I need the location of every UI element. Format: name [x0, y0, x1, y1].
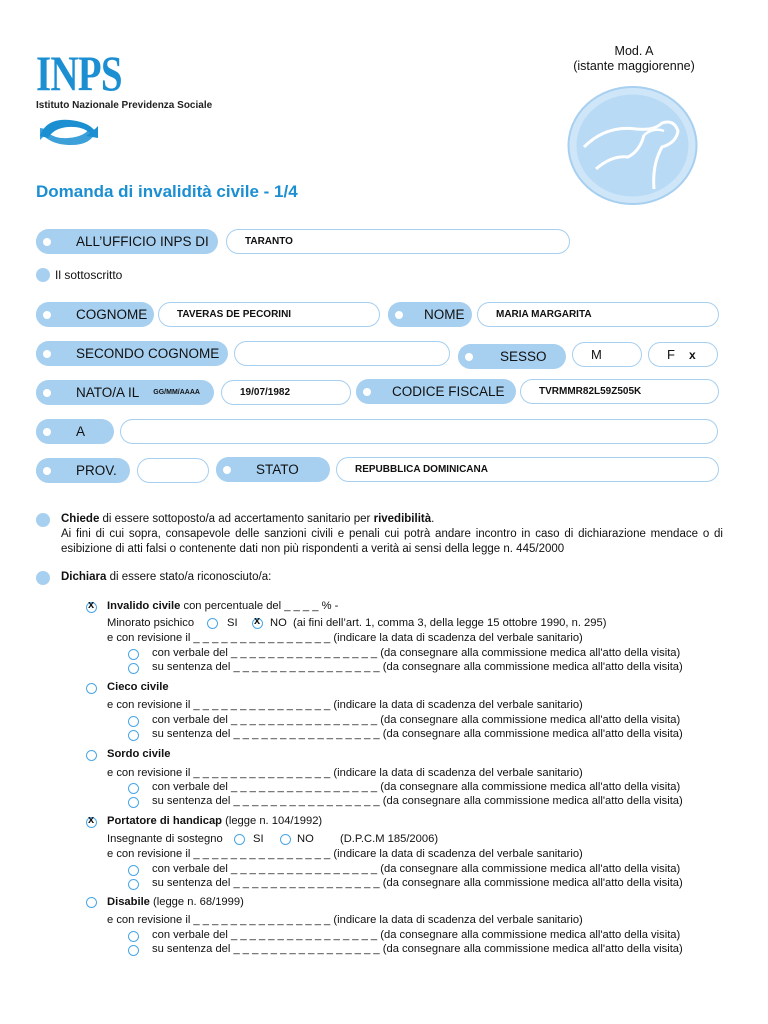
ufficio-label-text: ALL’UFFICIO INPS DI — [76, 234, 209, 249]
pill-knob-icon — [36, 343, 58, 365]
sentenza-line: su sentenza del _ _ _ _ _ _ _ _ _ _ _ _ _ _ _ _ (da consegnare alla commissione medica all'atto della visita) — [152, 943, 683, 955]
nome-field[interactable]: MARIA MARGARITA — [477, 302, 719, 327]
nome-label-text: NOME — [424, 307, 465, 322]
minorato-no-mark: x — [254, 615, 261, 627]
sentenza-line: su sentenza del _ _ _ _ _ _ _ _ _ _ _ _ _ _ _ _ (da consegnare alla commissione medica all'atto della visita) — [152, 877, 683, 889]
chiede-text: di essere sottoposto/a ad accertamento sanitario per — [99, 513, 374, 525]
dichiara-bold: Dichiara — [61, 571, 107, 583]
verbale-radio[interactable] — [128, 716, 139, 727]
sesso-f-mark: x — [688, 347, 696, 362]
bullet-icon — [36, 268, 50, 282]
pill-knob-icon — [356, 381, 378, 403]
sesso-f-text: F — [667, 347, 675, 362]
dpcm-note: (D.P.C.M 185/2006) — [340, 833, 439, 845]
sesso-m-field[interactable]: M — [572, 342, 642, 367]
prov-field[interactable] — [137, 458, 209, 483]
secondo-cognome-field[interactable] — [234, 341, 450, 366]
disabile-line — [107, 896, 244, 908]
institute-name: Istituto Nazionale Previdenza Sociale — [36, 100, 213, 111]
nome-label — [388, 302, 472, 327]
disabile-text: (legge n. 68/1999) — [149, 896, 244, 908]
handicap-mark: x — [88, 814, 95, 826]
cieco-label: Cieco civile — [107, 681, 169, 693]
sentenza-radio[interactable] — [128, 797, 139, 808]
verbale-radio[interactable] — [128, 865, 139, 876]
pill-knob-icon — [216, 459, 238, 481]
cognome-label-text: COGNOME — [76, 307, 148, 322]
secondo-cognome-label — [36, 341, 228, 366]
insegnante-si-radio[interactable] — [234, 834, 245, 845]
minorato-label: Minorato psichico — [107, 617, 195, 629]
disabile-checkbox[interactable] — [86, 897, 97, 908]
pill-knob-icon — [36, 304, 58, 326]
prov-label-text: PROV. — [76, 463, 117, 478]
dichiara-text: di essere stato/a riconosciuto/a: — [106, 571, 272, 583]
sesso-label — [458, 344, 566, 369]
verbale-line: con verbale del _ _ _ _ _ _ _ _ _ _ _ _ _ _ _ _ (da consegnare alla commissione medica all'atto della visita) — [152, 929, 681, 941]
revisione-line: e con revisione il _ _ _ _ _ _ _ _ _ _ _ _ _ _ _ (indicare la data di scadenza del verbale sanitario) — [107, 848, 583, 860]
sentenza-line: su sentenza del _ _ _ _ _ _ _ _ _ _ _ _ _ _ _ _ (da consegnare alla commissione medica all'atto della visita) — [152, 795, 683, 807]
nato-field[interactable]: 19/07/1982 — [221, 380, 351, 405]
verbale-radio[interactable] — [128, 783, 139, 794]
nato-hint: GG/MM/AAAA — [153, 389, 200, 396]
insegnante-label: Insegnante di sostegno — [107, 833, 223, 845]
handicap-line — [107, 815, 322, 827]
page-title: Domanda di invalidità civile - 1/4 — [36, 182, 298, 201]
verbale-radio[interactable] — [128, 931, 139, 942]
sordo-label: Sordo civile — [107, 748, 171, 760]
pill-knob-icon — [458, 346, 480, 368]
ufficio-label — [36, 229, 218, 254]
bullet-icon — [36, 513, 50, 527]
luogo-field[interactable] — [120, 419, 718, 444]
cognome-field[interactable]: TAVERAS DE PECORINI — [158, 302, 380, 327]
insegnante-si-label: SI — [253, 833, 264, 845]
sordo-checkbox[interactable] — [86, 750, 97, 761]
chiede-paragraph — [61, 512, 723, 557]
module-code: Mod. A — [614, 44, 654, 58]
cf-label-text: CODICE FISCALE — [392, 384, 505, 399]
inps-logo: INPS — [36, 45, 122, 101]
bullet-icon — [36, 571, 50, 585]
sanzioni-text: Ai fini di cui sopra, consapevole delle sanzioni civili e penali cui potrà andare incontro in caso di dichiarazione mendace o di esibizione di atti falsi o contenente dati non più rispondenti a verità ai sensi della legge n. 445/2000 — [61, 528, 723, 555]
module-subtitle: (istante maggiorenne) — [573, 59, 695, 73]
insegnante-no-label: NO — [297, 833, 314, 845]
ufficio-field[interactable]: TARANTO — [226, 229, 570, 254]
inps-arrows-logo-icon — [36, 114, 102, 150]
pill-knob-icon — [36, 421, 58, 443]
handicap-bold: Portatore di handicap — [107, 815, 222, 827]
stato-label-text: STATO — [256, 462, 299, 477]
invalido-line — [107, 600, 338, 612]
sentenza-radio[interactable] — [128, 945, 139, 956]
sentenza-line: su sentenza del _ _ _ _ _ _ _ _ _ _ _ _ _ _ _ _ (da consegnare alla commissione medica all'atto della visita) — [152, 728, 683, 740]
cognome-label — [36, 302, 154, 327]
stato-field[interactable]: REPUBBLICA DOMINICANA — [336, 457, 719, 482]
dichiara-line — [61, 571, 271, 583]
handicap-text: (legge n. 104/1992) — [222, 815, 323, 827]
disabile-bold: Disabile — [107, 896, 150, 908]
rivedibilita-bold: rivedibilità — [373, 513, 432, 525]
sottoscritto-label: Il sottoscritto — [55, 268, 123, 282]
verbale-line: con verbale del _ _ _ _ _ _ _ _ _ _ _ _ _ _ _ _ (da consegnare alla commissione medica all'atto della visita) — [152, 781, 681, 793]
nato-label-text: NATO/A IL — [76, 385, 140, 400]
sesso-f-field[interactable] — [648, 342, 718, 367]
sentenza-radio[interactable] — [128, 730, 139, 741]
luogo-label — [36, 419, 114, 444]
verbale-line: con verbale del _ _ _ _ _ _ _ _ _ _ _ _ _ _ _ _ (da consegnare alla commissione medica all'atto della visita) — [152, 863, 681, 875]
revisione-line: e con revisione il _ _ _ _ _ _ _ _ _ _ _ _ _ _ _ (indicare la data di scadenza del verbale sanitario) — [107, 632, 583, 644]
verbale-radio[interactable] — [128, 649, 139, 660]
insegnante-no-radio[interactable] — [280, 834, 291, 845]
invalido-bold: Invalido civile — [107, 600, 181, 612]
pill-knob-icon — [388, 304, 410, 326]
pill-knob-icon — [36, 382, 58, 404]
invalido-mark: x — [88, 599, 95, 611]
minorato-si-label: SI — [227, 617, 238, 629]
revisione-line: e con revisione il _ _ _ _ _ _ _ _ _ _ _ _ _ _ _ (indicare la data di scadenza del verbale sanitario) — [107, 699, 583, 711]
revisione-line: e con revisione il _ _ _ _ _ _ _ _ _ _ _ _ _ _ _ (indicare la data di scadenza del verbale sanitario) — [107, 914, 583, 926]
minorato-note: (ai fini dell’art. 1, comma 3, della legge 15 ottobre 1990, n. 295) — [293, 617, 607, 629]
prov-label — [36, 458, 130, 483]
hands-emblem-icon — [566, 85, 699, 206]
chiede-bold: Chiede — [61, 513, 100, 525]
minorato-si-radio[interactable] — [207, 618, 218, 629]
sentenza-radio[interactable] — [128, 663, 139, 674]
revisione-line: e con revisione il _ _ _ _ _ _ _ _ _ _ _ _ _ _ _ (indicare la data di scadenza del verbale sanitario) — [107, 767, 583, 779]
sentenza-radio[interactable] — [128, 879, 139, 890]
luogo-label-text: A — [76, 424, 86, 439]
cieco-checkbox[interactable] — [86, 683, 97, 694]
secondo-cognome-label-text: SECONDO COGNOME — [76, 346, 220, 361]
minorato-no-label: NO — [270, 617, 287, 629]
pill-knob-icon — [36, 460, 58, 482]
verbale-line: con verbale del _ _ _ _ _ _ _ _ _ _ _ _ _ _ _ _ (da consegnare alla commissione medica all'atto della visita) — [152, 714, 681, 726]
cf-label — [356, 379, 516, 404]
sentenza-line: su sentenza del _ _ _ _ _ _ _ _ _ _ _ _ _ _ _ _ (da consegnare alla commissione medica all'atto della visita) — [152, 661, 683, 673]
pill-knob-icon — [36, 231, 58, 253]
chiede-period: . — [431, 513, 435, 525]
verbale-line: con verbale del _ _ _ _ _ _ _ _ _ _ _ _ _ _ _ _ (da consegnare alla commissione medica all'atto della visita) — [152, 647, 681, 659]
invalido-text: con percentuale del _ _ _ _ % - — [180, 600, 339, 612]
cf-field[interactable]: TVRMMR82L59Z505K — [520, 379, 719, 404]
stato-label — [216, 457, 330, 482]
nato-label — [36, 380, 214, 405]
sesso-label-text: SESSO — [500, 349, 547, 364]
module-label — [540, 44, 728, 74]
